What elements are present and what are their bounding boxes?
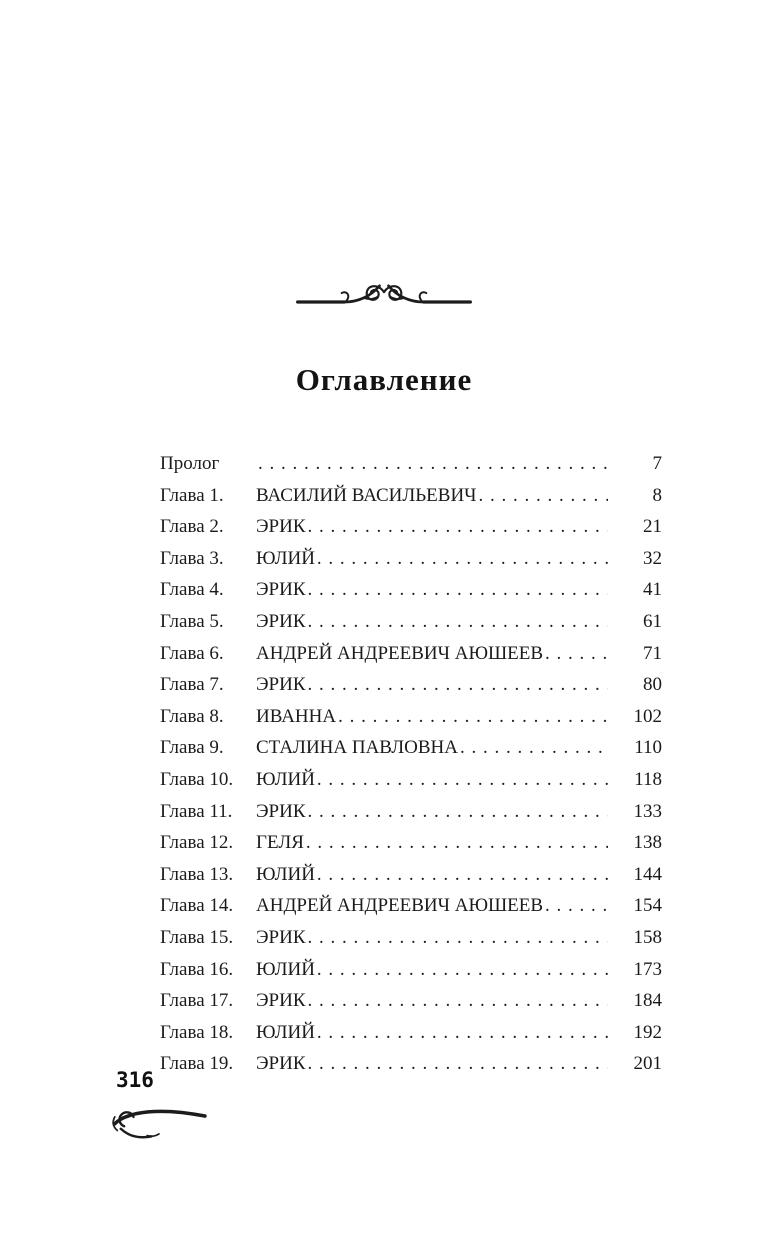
toc-dot-leader bbox=[317, 859, 608, 891]
toc-dot-leader bbox=[317, 543, 608, 575]
toc-dot-leader bbox=[460, 732, 608, 764]
toc-entry bbox=[160, 922, 662, 954]
toc-entry-title: ЭРИК bbox=[256, 610, 306, 632]
toc-entry-label: Глава 8. bbox=[160, 705, 224, 727]
page-title: Оглавление bbox=[295, 362, 473, 397]
toc-entry-label: Глава 19. bbox=[160, 1053, 234, 1075]
toc-entry-page-number: 138 bbox=[633, 832, 662, 854]
toc-dot-leader bbox=[317, 954, 608, 986]
toc-dot-leader bbox=[545, 890, 608, 922]
toc-entry-title: ЭРИК bbox=[256, 990, 306, 1012]
toc-entry-title: ЭРИК bbox=[256, 516, 306, 538]
toc-entry-label: Глава 2. bbox=[160, 516, 224, 538]
toc-dot-leader bbox=[308, 669, 608, 701]
toc-entry-page-number: 61 bbox=[643, 610, 662, 632]
toc-entry-page-number: 158 bbox=[633, 926, 662, 948]
toc-entry bbox=[160, 543, 662, 575]
toc-entry bbox=[160, 985, 662, 1017]
toc-entry-page-number: 154 bbox=[633, 895, 662, 917]
toc-entry-page-number: 71 bbox=[643, 642, 662, 664]
swash-flourish-ornament-icon bbox=[108, 1098, 210, 1146]
toc-entry-title: ЭРИК bbox=[256, 926, 306, 948]
toc-entry bbox=[160, 606, 662, 638]
toc-entry-page-number: 173 bbox=[633, 958, 662, 980]
toc-dot-leader bbox=[479, 480, 608, 512]
toc-dot-leader bbox=[308, 796, 608, 828]
toc-entry-label: Глава 11. bbox=[160, 800, 233, 822]
toc-entry bbox=[160, 954, 662, 986]
toc-entry bbox=[160, 890, 662, 922]
toc-entry-page-number: 192 bbox=[633, 1021, 662, 1043]
toc-entry-title: ЮЛИЙ bbox=[256, 547, 315, 569]
toc-entry-title: ЭРИК bbox=[256, 800, 306, 822]
toc-entry-page-number: 102 bbox=[633, 705, 662, 727]
toc-entry-page-number: 8 bbox=[652, 484, 662, 506]
toc-entry-title: ЮЛИЙ bbox=[256, 863, 315, 885]
toc-dot-leader bbox=[306, 827, 608, 859]
toc-entry-page-number: 144 bbox=[633, 863, 662, 885]
toc-entry-page-number: 201 bbox=[633, 1053, 662, 1075]
toc-entry-page-number: 80 bbox=[643, 674, 662, 696]
toc-dot-leader bbox=[317, 764, 608, 796]
toc-entry-title: ВАСИЛИЙ ВАСИЛЬЕВИЧ bbox=[256, 484, 477, 506]
toc-entry-page-number: 133 bbox=[633, 800, 662, 822]
toc-entry-label: Глава 3. bbox=[160, 547, 224, 569]
toc-dot-leader bbox=[308, 1048, 608, 1080]
toc-dot-leader bbox=[308, 574, 608, 606]
footer-page-number: 316 bbox=[116, 1068, 154, 1092]
toc-dot-leader bbox=[317, 1017, 608, 1049]
toc-entry-label: Глава 7. bbox=[160, 674, 224, 696]
toc-dot-leader bbox=[308, 606, 608, 638]
toc-entry-label: Глава 14. bbox=[160, 895, 234, 917]
toc-dot-leader bbox=[308, 985, 608, 1017]
toc-entry bbox=[160, 1017, 662, 1049]
toc-entry bbox=[160, 732, 662, 764]
toc-entry-title: ЭРИК bbox=[256, 1053, 306, 1075]
toc-entry-title: ГЕЛЯ bbox=[256, 832, 304, 854]
toc-entry-title: СТАЛИНА ПАВЛОВНА bbox=[256, 737, 458, 759]
toc-entry bbox=[160, 638, 662, 670]
toc-list bbox=[160, 448, 662, 1080]
toc-dot-leader bbox=[338, 701, 608, 733]
toc-entry-title: ЭРИК bbox=[256, 579, 306, 601]
toc-entry-label: Глава 16. bbox=[160, 958, 234, 980]
toc-entry bbox=[160, 796, 662, 828]
toc-dot-leader bbox=[308, 922, 608, 954]
toc-entry-page-number: 21 bbox=[643, 516, 662, 538]
toc-entry-label: Пролог bbox=[160, 453, 220, 474]
toc-entry-label: Глава 5. bbox=[160, 610, 224, 632]
toc-entry-title: ЮЛИЙ bbox=[256, 1021, 315, 1043]
scroll-flourish-ornament-icon bbox=[294, 270, 474, 316]
toc-entry bbox=[160, 859, 662, 891]
toc-entry-page-number: 118 bbox=[634, 768, 662, 790]
toc-entry bbox=[160, 1048, 662, 1080]
toc-entry-page-number: 41 bbox=[643, 579, 662, 601]
toc-dot-leader bbox=[308, 511, 608, 543]
toc-entry-label: Глава 1. bbox=[160, 484, 224, 506]
toc-entry-title: ЮЛИЙ bbox=[256, 768, 315, 790]
toc-entry-title: АНДРЕЙ АНДРЕЕВИЧ АЮШЕЕВ bbox=[256, 642, 544, 664]
toc-entry-label: Глава 9. bbox=[160, 737, 224, 759]
toc-entry-page-number: 7 bbox=[652, 453, 662, 474]
toc-entry-label: Глава 10. bbox=[160, 768, 234, 790]
toc-dot-leader bbox=[258, 448, 608, 480]
toc-entry bbox=[160, 827, 662, 859]
toc-entry-title: ЮЛИЙ bbox=[256, 958, 315, 980]
toc-entry-page-number: 110 bbox=[634, 737, 662, 759]
toc-entry-title: ЭРИК bbox=[256, 674, 306, 696]
toc-entry bbox=[160, 574, 662, 606]
toc-entry-title: ИВАННА bbox=[256, 705, 337, 727]
toc-entry-label: Глава 13. bbox=[160, 863, 234, 885]
toc-entry-page-number: 32 bbox=[643, 547, 662, 569]
toc-entry bbox=[160, 480, 662, 512]
toc-entry-label: Глава 6. bbox=[160, 642, 224, 664]
toc-entry-label: Глава 18. bbox=[160, 1021, 234, 1043]
toc-entry bbox=[160, 511, 662, 543]
toc-entry bbox=[160, 764, 662, 796]
toc-entry-page-number: 184 bbox=[633, 990, 662, 1012]
toc-entry-label: Глава 17. bbox=[160, 990, 234, 1012]
toc-entry bbox=[160, 701, 662, 733]
toc-entry-title: АНДРЕЙ АНДРЕЕВИЧ АЮШЕЕВ bbox=[256, 895, 544, 917]
toc-dot-leader bbox=[545, 638, 608, 670]
toc-entry-label: Глава 4. bbox=[160, 579, 224, 601]
toc-entry-label: Глава 15. bbox=[160, 926, 234, 948]
toc-entry bbox=[160, 448, 662, 480]
toc-entry-label: Глава 12. bbox=[160, 832, 234, 854]
toc-entry bbox=[160, 669, 662, 701]
